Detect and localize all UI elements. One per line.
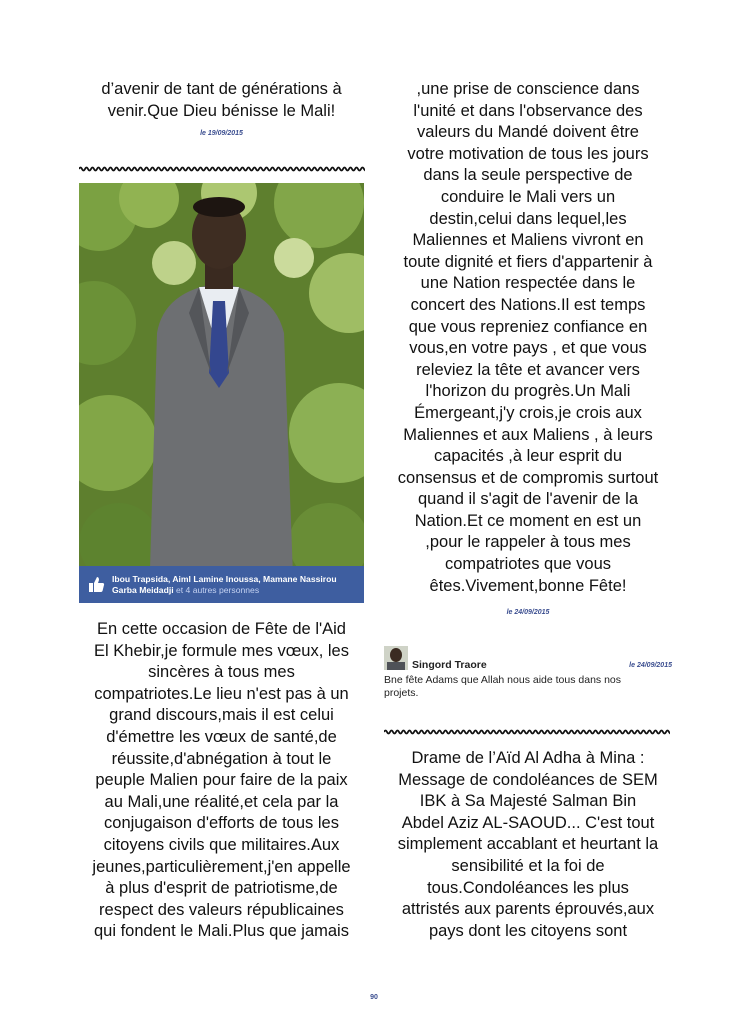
right-paragraph xyxy=(384,79,672,597)
text-line: compatriotes.Le lieu n'est pas à un xyxy=(94,684,349,703)
text-line: grand discours,mais il est celui xyxy=(109,706,334,725)
text-line: Drame de l’Aïd Al Adha à Mina : xyxy=(411,749,645,767)
text-line: une Nation respectée dans le xyxy=(420,274,636,293)
text-line: à plus d'esprit de patriotisme,de xyxy=(105,879,338,898)
text-line: dans la seule perspective de xyxy=(423,166,633,185)
left-paragraph xyxy=(79,619,364,943)
text-line: ,pour le rappeler à tous mes xyxy=(425,533,631,552)
text-line: votre motivation de tous les jours xyxy=(407,144,649,163)
text-line: conjugaison d'efforts de tous les xyxy=(104,814,339,833)
text-line: compatriotes que vous xyxy=(444,555,611,574)
text-line: sensibilité et la foi de xyxy=(451,856,605,875)
text-line: toute dignité et fiers d'appartenir à xyxy=(403,252,653,271)
post-date: le 19/09/2015 xyxy=(200,130,243,137)
text-line: Maliennes et aux Maliens , à leurs xyxy=(403,425,653,444)
comment-author[interactable]: Singord Traore xyxy=(412,659,487,671)
text-line: venir.Que Dieu bénisse le Mali! xyxy=(107,101,336,120)
text-line: En cette occasion de Fête de l'Aid xyxy=(97,620,346,638)
text-line: d’avenir de tant de générations à xyxy=(101,80,342,98)
text-line: simplement accablant et heurtant la xyxy=(397,835,659,854)
left-top-text xyxy=(79,79,364,122)
text-line: attristés aux parents éprouvés,aux xyxy=(401,900,655,919)
text-line: consensus et de compromis surtout xyxy=(397,468,659,487)
text-line: pays dont les citoyens sont xyxy=(428,921,628,940)
avatar[interactable] xyxy=(384,646,408,670)
text-line: l'horizon du progrès.Un Mali xyxy=(425,382,631,401)
others-count[interactable]: et 4 autres personnes xyxy=(173,585,260,595)
text-line: Abdel Aziz AL-SAOUD... C'est tout xyxy=(401,813,655,832)
comment xyxy=(384,646,672,706)
comment-body xyxy=(384,674,674,700)
thumbs-up-icon[interactable] xyxy=(88,576,105,593)
text-line: respect des valeurs républicaines xyxy=(99,900,344,919)
wavy-divider-line xyxy=(79,168,365,171)
liker-names[interactable]: Ibou Trapsida, Aiml Lamine Inoussa, Mamane Nassirou Garba Meidadji xyxy=(112,574,337,595)
text-line: peuple Malien pour faire de la paix xyxy=(95,771,348,790)
wavy-divider-line xyxy=(384,731,670,734)
text-line: Maliennes et Maliens vivront en xyxy=(412,231,644,250)
text-line: ,une prise de conscience dans xyxy=(416,80,640,98)
wavy-divider xyxy=(384,728,670,736)
text-line: êtes.Vivement,bonne Fête! xyxy=(429,576,627,595)
text-line: destin,celui dans lequel,les xyxy=(429,209,627,228)
page-number: 90 xyxy=(370,994,378,1001)
text-line: qui fondent le Mali.Plus que jamais xyxy=(94,922,349,941)
text-line: releviez la tête et avancer vers xyxy=(416,360,640,379)
text-line: que vous repreniez confiance en xyxy=(408,317,648,336)
right-second-paragraph xyxy=(384,748,672,942)
text-line: citoyens civils que militaires.Aux xyxy=(103,835,340,854)
text-line: tous.Condoléances les plus xyxy=(427,878,629,897)
wavy-divider xyxy=(79,165,365,173)
photo-illustration xyxy=(79,183,364,603)
text-line: l'unité et dans l'observance des xyxy=(413,101,643,120)
text-line: Nation.Et ce moment en est un xyxy=(414,511,642,530)
text-line: quand il s'agit de l'avenir de la xyxy=(417,490,639,509)
text-line: réussite,d'abnégation à tout le xyxy=(111,749,332,768)
text-line: capacités ,à leur esprit du xyxy=(433,447,623,466)
comment-date: le 24/09/2015 xyxy=(629,662,672,669)
comment-line: projets. xyxy=(384,687,419,699)
text-line: concert des Nations.Il est temps xyxy=(410,295,646,314)
facebook-likes-bar[interactable] xyxy=(79,566,364,603)
text-line: Émergeant,j'y crois,je crois aux xyxy=(414,403,642,422)
text-line: au Mali,une réalité,et cela par la xyxy=(104,792,339,811)
post-date: le 24/09/2015 xyxy=(506,609,550,616)
text-line: IBK à Sa Majesté Salman Bin xyxy=(419,792,637,811)
text-line: conduire le Mali vers un xyxy=(440,187,616,206)
likes-text xyxy=(112,574,360,596)
text-line: sincères à tous mes xyxy=(148,663,295,682)
comment-line: Bne fête Adams que Allah nous aide tous dans nos xyxy=(384,674,622,686)
text-line: Message de condoléances de SEM xyxy=(398,770,658,789)
text-line: valeurs du Mandé doivent être xyxy=(417,123,639,142)
text-line: jeunes,particulièrement,j'en appelle xyxy=(92,857,351,876)
profile-photo[interactable] xyxy=(79,183,364,603)
text-line: d'émettre les vœux de santé,de xyxy=(106,727,337,746)
text-line: El Khebir,je formule mes vœux, les xyxy=(94,641,349,660)
text-line: vous,en votre pays , et que vous xyxy=(409,339,647,358)
